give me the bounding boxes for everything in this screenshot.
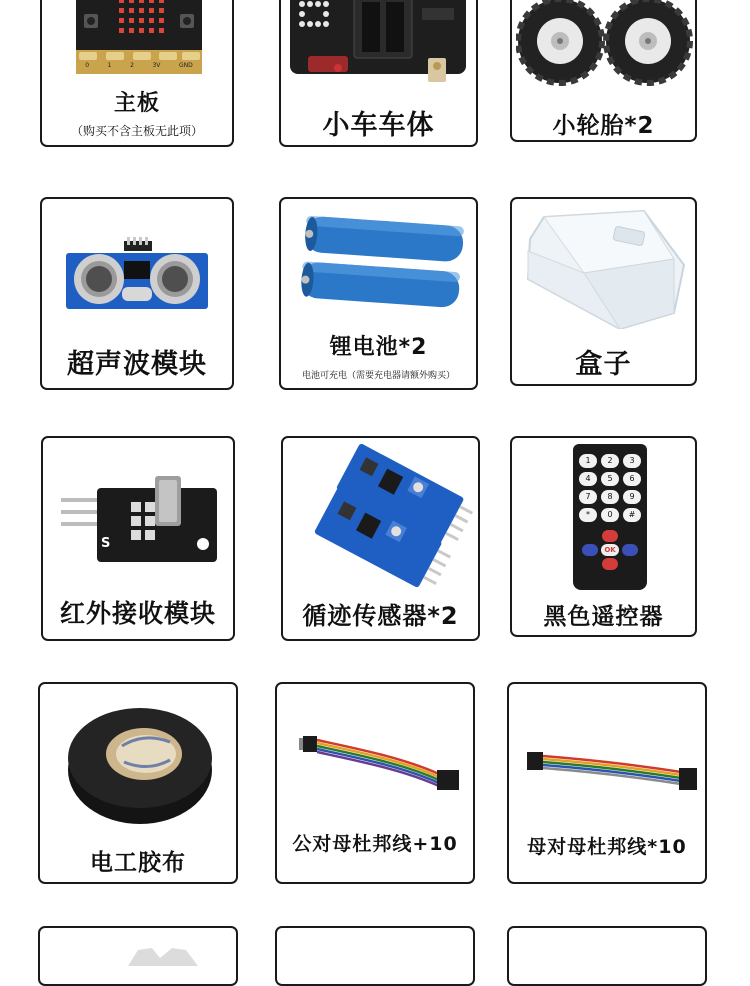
product-card-ir-receiver xyxy=(41,436,235,641)
product-name: 盒子 xyxy=(575,349,632,380)
tracking-sensor-image xyxy=(291,442,473,592)
product-name: 锂电池*2 xyxy=(329,335,428,360)
product-card-electrical-tape xyxy=(38,682,238,884)
product-name: 循迹传感器*2 xyxy=(302,602,459,630)
product-card-partial xyxy=(275,926,475,986)
left-arrow-key xyxy=(582,544,598,556)
product-name: 小轮胎*2 xyxy=(552,113,655,139)
product-name: 超声波模块 xyxy=(67,349,207,380)
product-card-male-female-dupont xyxy=(275,682,475,884)
product-card-small-tires xyxy=(510,0,697,142)
pin-label: 3V xyxy=(152,62,161,69)
dupont-wire-image xyxy=(293,728,463,798)
product-name: 主板 xyxy=(113,91,160,116)
ultrasonic-module-image xyxy=(66,237,208,313)
product-card-car-body xyxy=(279,0,478,147)
remote-key: 4 xyxy=(579,472,597,486)
battery-image xyxy=(299,211,467,323)
product-name: 黑色遥控器 xyxy=(543,604,664,630)
product-name: 母对母杜邦线*10 xyxy=(527,836,687,858)
product-note: 电池可充电（需要充电器请额外购买） xyxy=(301,371,455,381)
pin-label: GND xyxy=(178,62,193,69)
ir-receiver-image xyxy=(61,476,217,562)
product-note: （购买不含主板无此项） xyxy=(70,124,203,138)
remote-key: # xyxy=(623,508,641,522)
remote-key: * xyxy=(579,508,597,522)
dupont-wire-image xyxy=(523,744,699,794)
product-card-box xyxy=(510,197,697,386)
ir-module-pin-label: S xyxy=(101,536,111,551)
product-name: 公对母杜邦线+10 xyxy=(292,833,458,855)
tires-image xyxy=(516,0,694,87)
pin-label: 1 xyxy=(107,62,112,69)
product-name: 红外接收模块 xyxy=(59,599,216,628)
remote-key: 5 xyxy=(601,472,619,486)
plastic-box-image xyxy=(524,209,686,329)
product-card-ultrasonic xyxy=(40,197,234,390)
microbit-board-image xyxy=(76,0,202,74)
product-card-female-female-dupont xyxy=(507,682,707,884)
remote-key: 9 xyxy=(623,490,641,504)
down-arrow-key xyxy=(602,558,618,570)
remote-key: 0 xyxy=(601,508,619,522)
remote-key: 6 xyxy=(623,472,641,486)
product-card-partial xyxy=(38,926,238,986)
product-name: 电工胶布 xyxy=(90,850,186,876)
product-name: 小车车体 xyxy=(322,110,435,141)
up-arrow-key xyxy=(602,530,618,542)
right-arrow-key xyxy=(622,544,638,556)
product-card-lithium-battery xyxy=(279,197,478,390)
pin-label: 0 xyxy=(85,62,90,69)
remote-key: 3 xyxy=(623,454,641,468)
pin-label: 2 xyxy=(130,62,134,69)
product-card-tracking-sensor xyxy=(281,436,480,641)
product-card-remote xyxy=(510,436,697,637)
remote-control-image xyxy=(573,444,647,590)
remote-key: 7 xyxy=(579,490,597,504)
car-chassis-image xyxy=(288,0,468,87)
partial-product-image xyxy=(128,946,198,966)
electrical-tape-image xyxy=(66,702,214,826)
product-card-partial xyxy=(507,926,707,986)
product-card-mainboard xyxy=(40,0,234,147)
remote-key: 2 xyxy=(601,454,619,468)
ok-key: OK xyxy=(601,544,619,556)
remote-key: 1 xyxy=(579,454,597,468)
remote-key: 8 xyxy=(601,490,619,504)
